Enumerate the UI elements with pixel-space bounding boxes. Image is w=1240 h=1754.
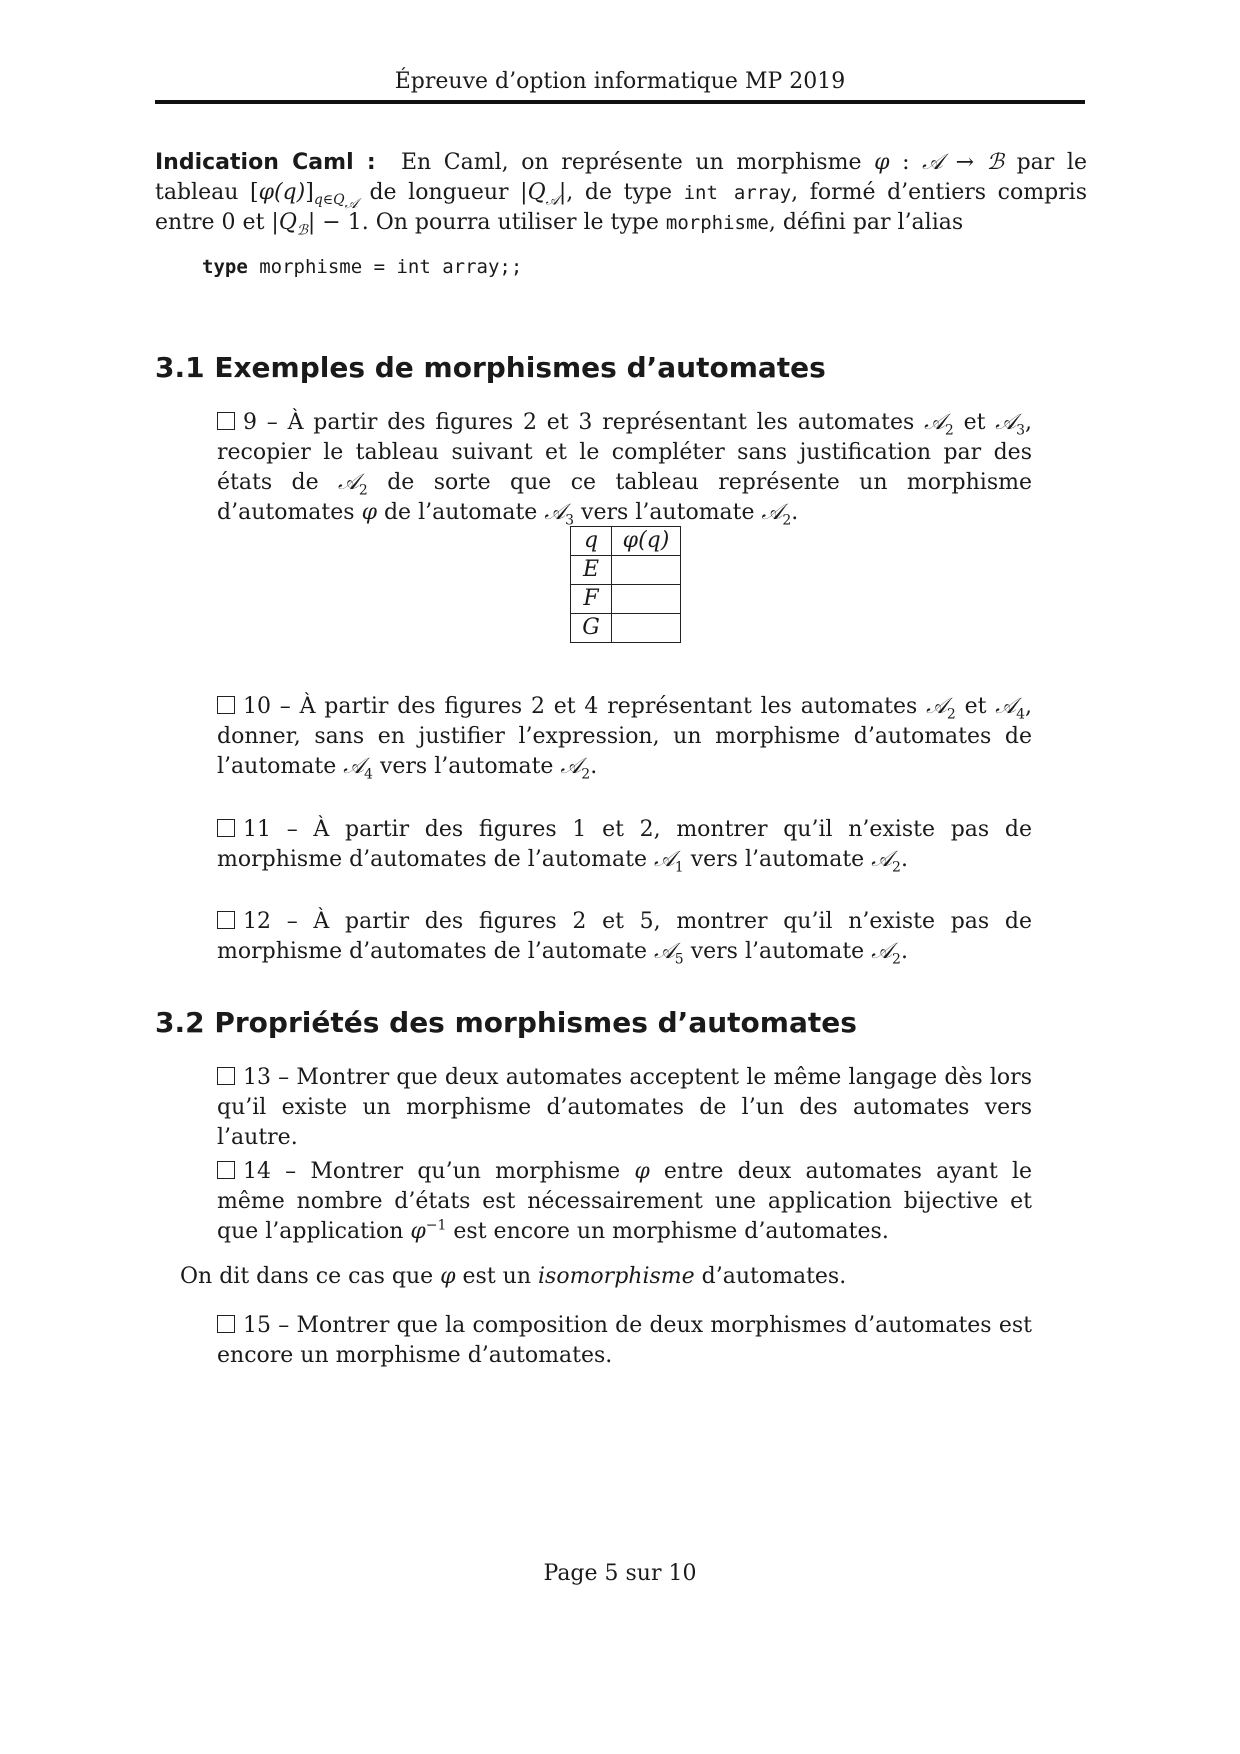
- table-header-phi-text: φ(q): [622, 528, 670, 553]
- q15-num: 15: [243, 1313, 271, 1338]
- q14-num: 14: [243, 1159, 271, 1184]
- q14-text-c: est encore un morphisme d’automates.: [446, 1219, 889, 1244]
- math-A: 𝒜: [871, 939, 893, 964]
- math-A: 𝒜: [761, 500, 783, 525]
- question-10: [217, 692, 1032, 782]
- math-A: 𝒜: [924, 410, 945, 435]
- q9-text-e: de l’automate: [376, 500, 545, 525]
- sub-2: 2: [946, 706, 956, 723]
- dit-text-c: d’automates.: [694, 1264, 847, 1289]
- math-phi: φ: [410, 1219, 426, 1244]
- q10-text-c: , donner, sans en justifier l’expression, un morphisme d’automates de l’automate: [217, 694, 1032, 779]
- math-A: 𝒜: [653, 939, 675, 964]
- indication-text-6: , formé d’entiers compris entre 0 et |: [155, 180, 1088, 235]
- table-cell-state: G: [571, 614, 612, 643]
- q9-num: 9: [243, 410, 257, 435]
- sub-3: 3: [1016, 422, 1025, 439]
- question-14: [217, 1157, 1032, 1247]
- q9-text-d: de sorte que ce tableau représente un morphisme d’automates: [217, 470, 1032, 525]
- checkbox-icon: [217, 1161, 235, 1179]
- indication-text-5: |, de type: [558, 180, 684, 205]
- table-header-q: q: [571, 527, 612, 556]
- table-cell-state: E: [571, 556, 612, 585]
- math-phi: φ: [440, 1264, 456, 1289]
- sub-A-2: 𝒜: [545, 192, 559, 209]
- page-footer: Page 5 sur 10: [543, 1561, 697, 1586]
- table-cell-empty[interactable]: [612, 585, 681, 614]
- math-B: ℬ: [986, 150, 1004, 175]
- indication-caml: [155, 148, 1087, 238]
- q10-text-a: – À partir des figures 2 et 4 représentant les automates: [271, 694, 927, 719]
- q9-text-b: et: [953, 410, 996, 435]
- indication-text-7: | − 1. On pourra utiliser le type: [307, 210, 666, 235]
- checkbox-icon: [217, 412, 235, 430]
- math-A: 𝒜: [560, 754, 582, 779]
- question-13: [217, 1063, 1032, 1153]
- q11-text-c: .: [900, 847, 908, 872]
- code-morphisme: morphisme: [665, 212, 769, 234]
- checkbox-icon: [217, 1067, 235, 1085]
- isomorphisme-definition: [180, 1262, 1040, 1292]
- q12-num: 12: [243, 909, 271, 934]
- sub-2: 2: [782, 512, 792, 529]
- q10-text-e: .: [590, 754, 598, 779]
- table-row: [571, 556, 681, 585]
- q10-text-b: et: [955, 694, 996, 719]
- q11-text-b: vers l’automate: [683, 847, 872, 872]
- checkbox-icon: [217, 1315, 235, 1333]
- indication-text-4: de longueur |: [357, 180, 528, 205]
- table-row: [571, 614, 681, 643]
- section-3-1-title: 3.1 Exemples de morphismes d’automates: [155, 351, 826, 384]
- q9-text-a: – À partir des figures 2 et 3 représentant les automates: [257, 410, 925, 435]
- q11-text-a: – À partir des figures 1 et 2, montrer qu’il n’existe pas de morphisme d’automates de l’automate: [217, 817, 1032, 872]
- sub-2: 2: [581, 766, 591, 783]
- indication-text-8: , défini par l’alias: [768, 210, 964, 235]
- question-12: [217, 907, 1032, 967]
- q9-text-c: , recopier le tableau suivant et le compléter sans justification par des états de: [217, 410, 1032, 495]
- math-A: 𝒜: [343, 754, 365, 779]
- sub-4: 4: [364, 766, 373, 783]
- table-cell-empty[interactable]: [612, 614, 681, 643]
- checkbox-icon: [217, 819, 235, 837]
- indication-label: Indication Caml :: [155, 150, 376, 175]
- q9-text-f: vers l’automate: [574, 500, 762, 525]
- dit-emphasis: isomorphisme: [538, 1264, 695, 1289]
- math-A: 𝒜: [922, 150, 943, 175]
- page-header: Épreuve d’option informatique MP 2019: [394, 69, 846, 94]
- sub-A: 𝒜: [344, 196, 358, 213]
- math-A: 𝒜: [995, 410, 1017, 435]
- sub-2: 2: [892, 951, 901, 968]
- q13-text: – Montrer que deux automates acceptent le même langage dès lors qu’il existe un morphisme d’automates de l’un des automates vers l’autre.: [217, 1065, 1032, 1150]
- math-A: 𝒜: [653, 847, 675, 872]
- q14-text-a: – Montrer qu’un morphisme: [271, 1159, 635, 1184]
- dit-text-b: est un: [455, 1264, 538, 1289]
- code-keyword-type: type: [202, 256, 248, 278]
- sub-q-in-Q: q∈Q: [313, 192, 345, 209]
- code-rest: morphisme = int array;;: [247, 256, 523, 278]
- indication-text-3: ]: [305, 180, 314, 205]
- sub-2: 2: [892, 859, 901, 876]
- sub-4: 4: [1016, 706, 1025, 723]
- math-phi: φ: [874, 150, 890, 175]
- q14-text-b: entre deux automates ayant le même nombre d’états est nécessairement une application bijective et que l’application: [217, 1159, 1032, 1244]
- q12-text-a: – À partir des figures 2 et 5, montrer qu’il n’existe pas de morphisme d’automates de l’automate: [217, 909, 1032, 964]
- indication-text-1: En Caml, on représente un morphisme: [400, 150, 875, 175]
- q9-text-g: .: [791, 500, 799, 525]
- q12-text-b: vers l’automate: [683, 939, 872, 964]
- code-int-array: int array: [683, 182, 792, 204]
- code-block: [202, 254, 522, 280]
- math-A: 𝒜: [995, 694, 1017, 719]
- q12-text-c: .: [900, 939, 908, 964]
- question-15: [217, 1311, 1032, 1371]
- morphism-table: [570, 526, 681, 643]
- math-Q-2: Q: [278, 210, 297, 235]
- q13-num: 13: [243, 1065, 271, 1090]
- sub-5: 5: [674, 951, 684, 968]
- math-A: 𝒜: [871, 847, 893, 872]
- section-3-2-title: 3.2 Propriétés des morphismes d’automates: [155, 1006, 857, 1039]
- table-header-row: [571, 527, 681, 556]
- sub-3: 3: [565, 512, 575, 529]
- math-phi-q: φ(q): [258, 180, 306, 205]
- checkbox-icon: [217, 696, 235, 714]
- math-phi: φ: [634, 1159, 650, 1184]
- sup-minus-one: −1: [425, 1217, 447, 1234]
- math-A: 𝒜: [544, 500, 566, 525]
- table-row: [571, 585, 681, 614]
- math-A: 𝒜: [338, 470, 359, 495]
- indication-arrow: →: [942, 150, 987, 175]
- indication-colon: :: [889, 150, 923, 175]
- question-11: [217, 815, 1032, 875]
- sub-1: 1: [674, 859, 684, 876]
- table-header-phi: [612, 527, 681, 556]
- q10-num: 10: [243, 694, 271, 719]
- math-phi: φ: [361, 500, 377, 525]
- indication-text-2: par le tableau [: [155, 150, 1087, 205]
- q10-text-d: vers l’automate: [372, 754, 561, 779]
- dit-text-a: On dit dans ce cas que: [180, 1264, 441, 1289]
- q11-num: 11: [243, 817, 271, 842]
- question-9: [217, 408, 1032, 528]
- math-A: 𝒜: [926, 694, 947, 719]
- header-rule: [155, 100, 1085, 104]
- sub-2: 2: [944, 422, 954, 439]
- sub-B: ℬ: [296, 222, 308, 239]
- table-cell-state: F: [571, 585, 612, 614]
- checkbox-icon: [217, 911, 235, 929]
- q15-text: – Montrer que la composition de deux morphismes d’automates est encore un morphisme d’automates.: [217, 1313, 1032, 1368]
- math-Q: Q: [527, 180, 546, 205]
- sub-2: 2: [358, 482, 368, 499]
- table-cell-empty[interactable]: [612, 556, 681, 585]
